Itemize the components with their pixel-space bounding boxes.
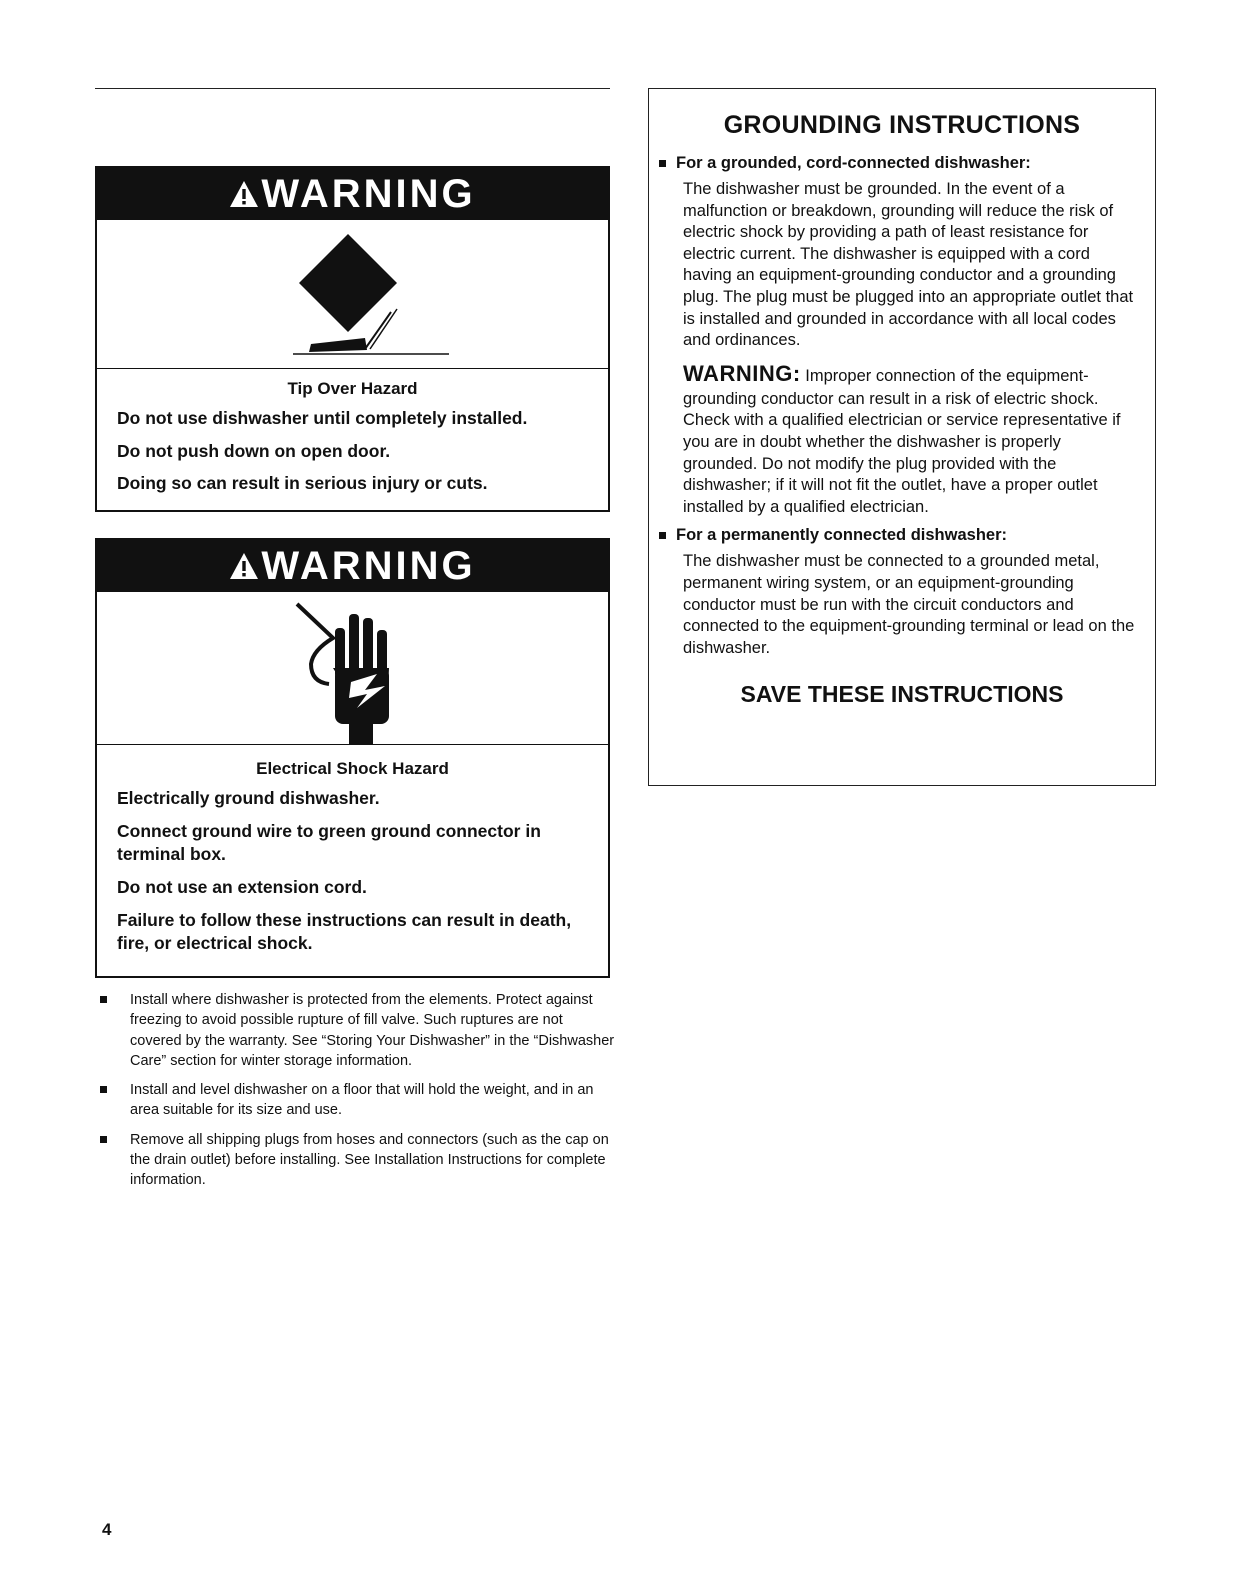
- grounding-paragraph: The dishwasher must be grounded. In the event of a malfunction or breakdown, grounding will reduce the risk of electric shock by providing a path of least resistance for electric current. The dishwasher is equipped with a cord having an equipment-grounding conductor and a grounding plug. The plug must be plugged into an appropriate outlet that is installed and grounded in accordance with all local codes and ordinances.: [683, 180, 1134, 350]
- electric-shock-hand-icon: [253, 598, 453, 744]
- bullet-square-icon: [100, 1136, 107, 1143]
- grounding-warning-word: WARNING:: [683, 360, 801, 386]
- warning-line: Do not use an extension cord.: [117, 876, 367, 897]
- list-item: [100, 1130, 615, 1191]
- warning-line: Connect ground wire to green ground connector in terminal box.: [117, 820, 541, 865]
- warning-line: Failure to follow these instructions can result in death, fire, or electrical shock.: [117, 909, 572, 954]
- grounding-warning-text: Improper connection of the equipment-grounding conductor can result in a risk of electric shock. Check with a qualified electrician or service representative if you are in doubt whether the dishwasher is properly grounded. Do not modify the plug provided with the dishwasher; if it will not fit the outlet, have a proper outlet installed by a qualified electrician.: [683, 366, 1121, 516]
- bullet-square-icon: [659, 160, 666, 167]
- page-number: 4: [102, 1520, 112, 1539]
- warning-label: WARNING: [261, 543, 476, 588]
- warning-line: Do not push down on open door.: [117, 440, 391, 461]
- electrical-warning-box: [95, 538, 610, 978]
- grounding-title: GROUNDING INSTRUCTIONS: [723, 111, 1081, 139]
- bullet-square-icon: [659, 532, 666, 539]
- tipping-dishwasher-icon: [253, 228, 453, 368]
- tip-over-warning-box: [95, 166, 610, 512]
- bullet-square-icon: [100, 996, 107, 1003]
- warning-line: Doing so can result in serious injury or cuts.: [117, 473, 488, 494]
- grounding-instructions-box: [648, 88, 1156, 786]
- warning-triangle-icon: [229, 551, 259, 581]
- warning-header: [97, 540, 608, 592]
- grounding-item-heading: [659, 154, 1155, 173]
- grounding-warning-paragraph: [683, 360, 1135, 518]
- warning-line: Electrically ground dishwasher.: [117, 788, 380, 808]
- hazard-title: Electrical Shock Hazard: [256, 759, 449, 778]
- installation-notes: [100, 990, 615, 1200]
- warning-triangle-icon: [229, 179, 259, 209]
- save-instructions-title: SAVE THESE INSTRUCTIONS: [740, 681, 1064, 708]
- warning-header: [97, 168, 608, 220]
- bullet-text: Remove all shipping plugs from hoses and connectors (such as the cap on the drain outlet) before installing. See Installation Instructions for complete information.: [130, 1131, 609, 1189]
- bullet-text: Install and level dishwasher on a floor that will hold the weight, and in an area suitable for its size and use.: [130, 1082, 594, 1119]
- shock-pictogram: [97, 592, 608, 745]
- grounding-item-heading-text: For a permanently connected dishwasher:: [676, 526, 1007, 545]
- top-rule: [95, 88, 610, 89]
- grounding-paragraph: The dishwasher must be connected to a grounded metal, permanent wiring system, or an equipment-grounding conductor must be run with the circuit conductors and connected to the equipment-grounding terminal or lead on the dishwasher.: [683, 552, 1135, 657]
- grounding-item-heading-text: For a grounded, cord-connected dishwasher:: [676, 154, 1031, 172]
- bullet-square-icon: [100, 1086, 107, 1093]
- grounding-item-heading: [659, 526, 1155, 545]
- list-item: [100, 990, 615, 1071]
- hazard-title: Tip Over Hazard: [287, 379, 418, 398]
- list-item: [100, 1080, 615, 1121]
- warning-label: WARNING: [261, 171, 476, 216]
- warning-line: Do not use dishwasher until completely installed.: [117, 408, 528, 428]
- bullet-text: Install where dishwasher is protected from the elements. Protect against freezing to avoid possible rupture of fill valve. Such ruptures are not covered by the warranty. See “Storing Your Dishwasher” in the “Dishwasher Care” section for winter storage information.: [130, 992, 615, 1069]
- tip-over-pictogram: [97, 220, 608, 369]
